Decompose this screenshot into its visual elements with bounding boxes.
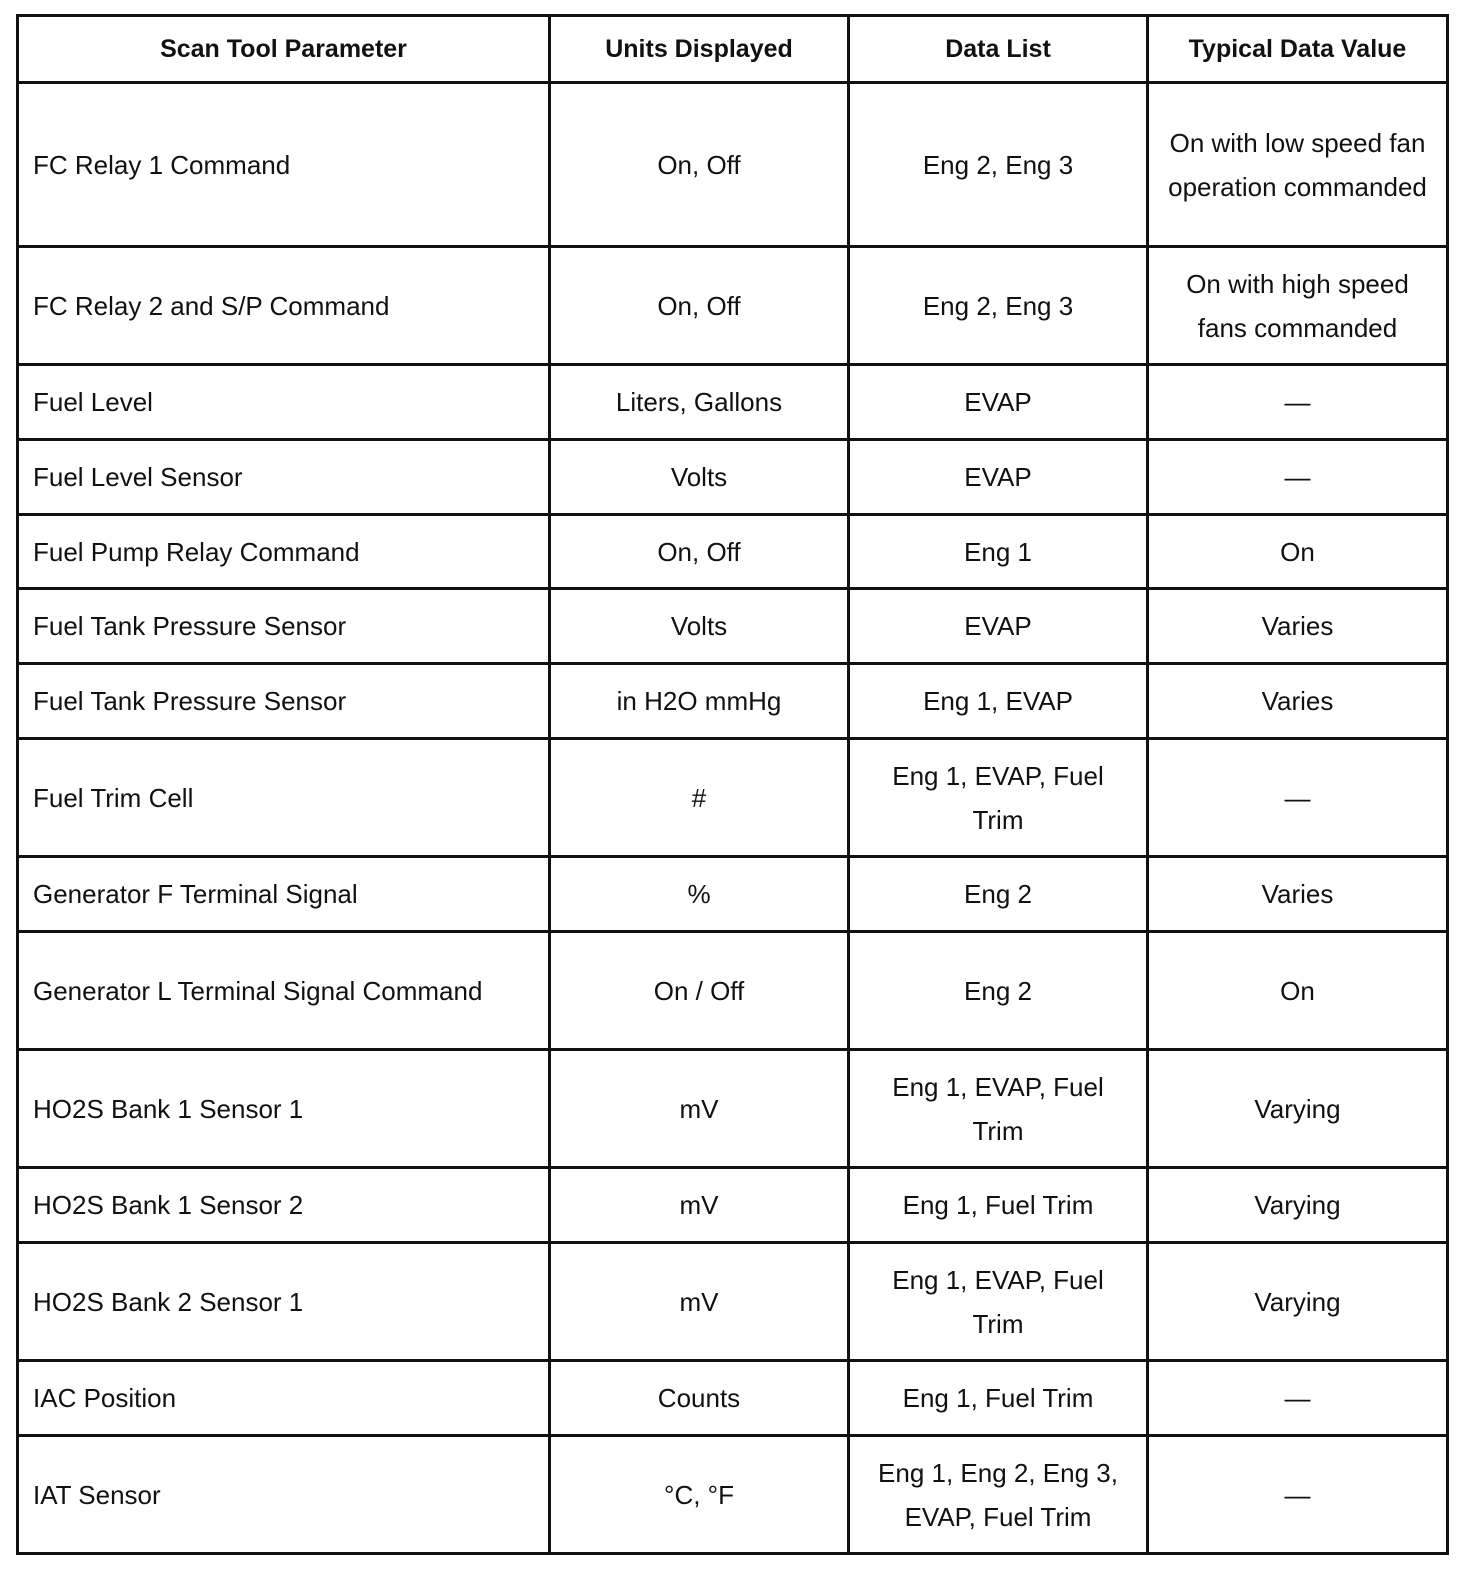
header-units-displayed: Units Displayed	[550, 16, 849, 83]
cell-units: %	[550, 857, 849, 932]
cell-data-list: Eng 1, Fuel Trim	[849, 1361, 1148, 1436]
table-row	[18, 515, 1448, 589]
cell-parameter: HO2S Bank 2 Sensor 1	[18, 1243, 550, 1361]
cell-parameter: Generator L Terminal Signal Command	[18, 932, 550, 1050]
table-row	[18, 932, 1448, 1050]
cell-data-list: Eng 1, EVAP	[849, 664, 1148, 739]
cell-typical-value: On	[1148, 515, 1448, 589]
cell-typical-value: —	[1148, 440, 1448, 515]
cell-data-list: Eng 2	[849, 932, 1148, 1050]
table-body	[18, 83, 1448, 1554]
cell-typical-value: —	[1148, 1361, 1448, 1436]
cell-parameter: HO2S Bank 1 Sensor 1	[18, 1050, 550, 1168]
cell-data-list: Eng 1, EVAP, Fuel Trim	[849, 739, 1148, 857]
cell-parameter: Generator F Terminal Signal	[18, 857, 550, 932]
table-row	[18, 247, 1448, 365]
cell-data-list: Eng 2, Eng 3	[849, 83, 1148, 247]
header-data-list: Data List	[849, 16, 1148, 83]
cell-units: Volts	[550, 589, 849, 664]
table-row	[18, 1361, 1448, 1436]
cell-data-list: Eng 1, Fuel Trim	[849, 1168, 1148, 1243]
table-row	[18, 1436, 1448, 1554]
cell-parameter: Fuel Pump Relay Command	[18, 515, 550, 589]
header-row	[18, 16, 1448, 83]
cell-typical-value: —	[1148, 1436, 1448, 1554]
cell-data-list: Eng 2	[849, 857, 1148, 932]
cell-typical-value: On with low speed fan operation commanded	[1148, 83, 1448, 247]
cell-data-list: Eng 1	[849, 515, 1148, 589]
cell-parameter: FC Relay 2 and S/P Command	[18, 247, 550, 365]
header-typical-data-value: Typical Data Value	[1148, 16, 1448, 83]
header-scan-tool-parameter: Scan Tool Parameter	[18, 16, 550, 83]
cell-typical-value: Varies	[1148, 857, 1448, 932]
cell-parameter: FC Relay 1 Command	[18, 83, 550, 247]
cell-typical-value: —	[1148, 365, 1448, 440]
table-row	[18, 739, 1448, 857]
cell-typical-value: —	[1148, 739, 1448, 857]
cell-data-list: Eng 1, EVAP, Fuel Trim	[849, 1243, 1148, 1361]
cell-parameter: Fuel Tank Pressure Sensor	[18, 664, 550, 739]
cell-parameter: Fuel Level Sensor	[18, 440, 550, 515]
cell-units: #	[550, 739, 849, 857]
cell-units: mV	[550, 1050, 849, 1168]
cell-data-list: Eng 2, Eng 3	[849, 247, 1148, 365]
cell-data-list: EVAP	[849, 589, 1148, 664]
cell-typical-value: Varying	[1148, 1243, 1448, 1361]
cell-parameter: IAC Position	[18, 1361, 550, 1436]
table-row	[18, 1243, 1448, 1361]
cell-units: Counts	[550, 1361, 849, 1436]
cell-parameter: Fuel Level	[18, 365, 550, 440]
cell-units: mV	[550, 1168, 849, 1243]
cell-typical-value: Varying	[1148, 1050, 1448, 1168]
cell-parameter: HO2S Bank 1 Sensor 2	[18, 1168, 550, 1243]
cell-units: Volts	[550, 440, 849, 515]
cell-data-list: EVAP	[849, 365, 1148, 440]
table-row	[18, 664, 1448, 739]
table-row	[18, 1168, 1448, 1243]
cell-units: On, Off	[550, 83, 849, 247]
cell-parameter: Fuel Trim Cell	[18, 739, 550, 857]
cell-typical-value: Varies	[1148, 664, 1448, 739]
cell-data-list: EVAP	[849, 440, 1148, 515]
cell-typical-value: Varies	[1148, 589, 1448, 664]
cell-parameter: Fuel Tank Pressure Sensor	[18, 589, 550, 664]
cell-typical-value: Varying	[1148, 1168, 1448, 1243]
cell-units: On, Off	[550, 515, 849, 589]
cell-parameter: IAT Sensor	[18, 1436, 550, 1554]
table-row	[18, 857, 1448, 932]
table-row	[18, 589, 1448, 664]
cell-data-list: Eng 1, EVAP, Fuel Trim	[849, 1050, 1148, 1168]
table-row	[18, 440, 1448, 515]
table-header	[18, 16, 1448, 83]
table-row	[18, 365, 1448, 440]
cell-data-list: Eng 1, Eng 2, Eng 3, EVAP, Fuel Trim	[849, 1436, 1148, 1554]
cell-units: On / Off	[550, 932, 849, 1050]
cell-units: in H2O mmHg	[550, 664, 849, 739]
cell-typical-value: On	[1148, 932, 1448, 1050]
table-row	[18, 1050, 1448, 1168]
scan-tool-data-table	[16, 14, 1449, 1555]
cell-units: °C, °F	[550, 1436, 849, 1554]
cell-units: On, Off	[550, 247, 849, 365]
cell-typical-value: On with high speed fans commanded	[1148, 247, 1448, 365]
cell-units: Liters, Gallons	[550, 365, 849, 440]
cell-units: mV	[550, 1243, 849, 1361]
table-row	[18, 83, 1448, 247]
